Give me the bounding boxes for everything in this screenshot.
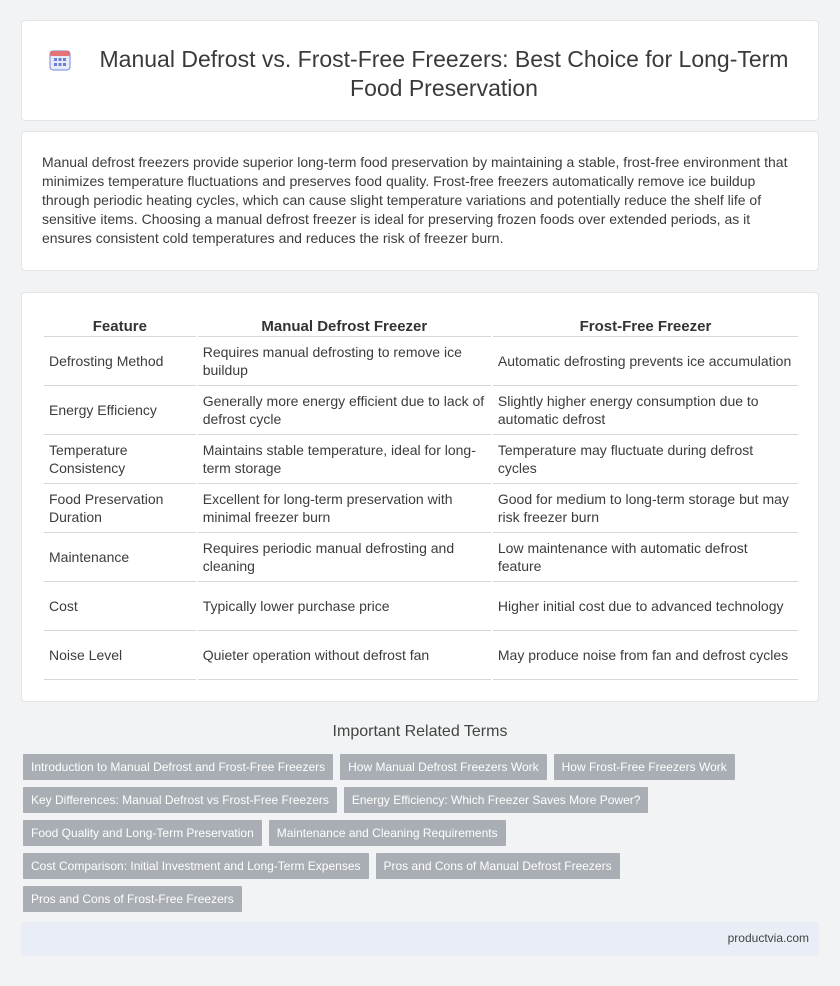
column-header-manual-defrost: Manual Defrost Freezer (198, 315, 491, 337)
feature-cell: Defrosting Method (44, 337, 196, 386)
frost-free-cell: Higher initial cost due to advanced technology (493, 582, 798, 631)
frost-free-cell: Automatic defrosting prevents ice accumulation (493, 337, 798, 386)
manual-defrost-cell: Requires manual defrosting to remove ice buildup (198, 337, 491, 386)
column-header-feature: Feature (44, 315, 196, 337)
related-terms-heading: Important Related Terms (332, 723, 508, 740)
table-row (44, 386, 798, 435)
manual-defrost-cell: Requires periodic manual defrosting and cleaning (198, 533, 491, 582)
related-term-tag[interactable]: Energy Efficiency: Which Freezer Saves More Power? (344, 787, 649, 813)
related-term-tag[interactable]: Cost Comparison: Initial Investment and Long-Term Expenses (23, 853, 369, 879)
table-row (44, 533, 798, 582)
table-header-row (44, 315, 798, 337)
table-row (44, 435, 798, 484)
manual-defrost-cell: Typically lower purchase price (198, 582, 491, 631)
intro-card (21, 131, 819, 271)
table-row (44, 484, 798, 533)
comparison-table (42, 315, 800, 680)
intro-paragraph: Manual defrost freezers provide superior long-term food preservation by maintaining a stable, frost-free environment that minimizes temperature fluctuations and preserves food quality. Frost-free freezers automatically remove ice buildup through periodic heating cycles, which can cause slight temperature variations and potentially reduce the shelf life of sensitive items. Choosing a manual defrost freezer is ideal for preserving frozen foods over extended periods, as it ensures consistent cold temperatures and reduces the risk of freezer burn. (42, 154, 788, 246)
footer-bar (21, 922, 819, 956)
manual-defrost-cell: Maintains stable temperature, ideal for long-term storage (198, 435, 491, 484)
manual-defrost-cell: Excellent for long-term preservation with minimal freezer burn (198, 484, 491, 533)
feature-cell: Energy Efficiency (44, 386, 196, 435)
column-header-frost-free: Frost-Free Freezer (493, 315, 798, 337)
feature-cell: Temperature Consistency (44, 435, 196, 484)
related-term-tag[interactable]: How Frost-Free Freezers Work (554, 754, 735, 780)
frost-free-cell: May produce noise from fan and defrost cycles (493, 631, 798, 680)
header-card (21, 20, 819, 121)
feature-cell: Cost (44, 582, 196, 631)
page-title: Manual Defrost vs. Frost-Free Freezers: Best Choice for Long-Term Food Preservation (99, 46, 789, 101)
related-term-tag[interactable]: Pros and Cons of Manual Defrost Freezers (376, 853, 620, 879)
related-term-tag[interactable]: Introduction to Manual Defrost and Frost-Free Freezers (23, 754, 333, 780)
footer-site-link[interactable]: productvia.com (727, 931, 809, 945)
feature-cell: Maintenance (44, 533, 196, 582)
table-row (44, 582, 798, 631)
related-term-tag[interactable]: Food Quality and Long-Term Preservation (23, 820, 262, 846)
table-row (44, 631, 798, 680)
related-term-tag[interactable]: How Manual Defrost Freezers Work (340, 754, 547, 780)
feature-cell: Food Preservation Duration (44, 484, 196, 533)
manual-defrost-cell: Generally more energy efficient due to lack of defrost cycle (198, 386, 491, 435)
frost-free-cell: Slightly higher energy consumption due to automatic defrost (493, 386, 798, 435)
calendar-grid-icon (49, 49, 71, 71)
manual-defrost-cell: Quieter operation without defrost fan (198, 631, 491, 680)
frost-free-cell: Temperature may fluctuate during defrost cycles (493, 435, 798, 484)
table-row (44, 337, 798, 386)
comparison-table-card (21, 292, 819, 702)
frost-free-cell: Good for medium to long-term storage but may risk freezer burn (493, 484, 798, 533)
related-term-tag[interactable]: Key Differences: Manual Defrost vs Frost-Free Freezers (23, 787, 337, 813)
related-terms-list (23, 754, 803, 912)
feature-cell: Noise Level (44, 631, 196, 680)
related-term-tag[interactable]: Maintenance and Cleaning Requirements (269, 820, 506, 846)
frost-free-cell: Low maintenance with automatic defrost feature (493, 533, 798, 582)
related-term-tag[interactable]: Pros and Cons of Frost-Free Freezers (23, 886, 242, 912)
